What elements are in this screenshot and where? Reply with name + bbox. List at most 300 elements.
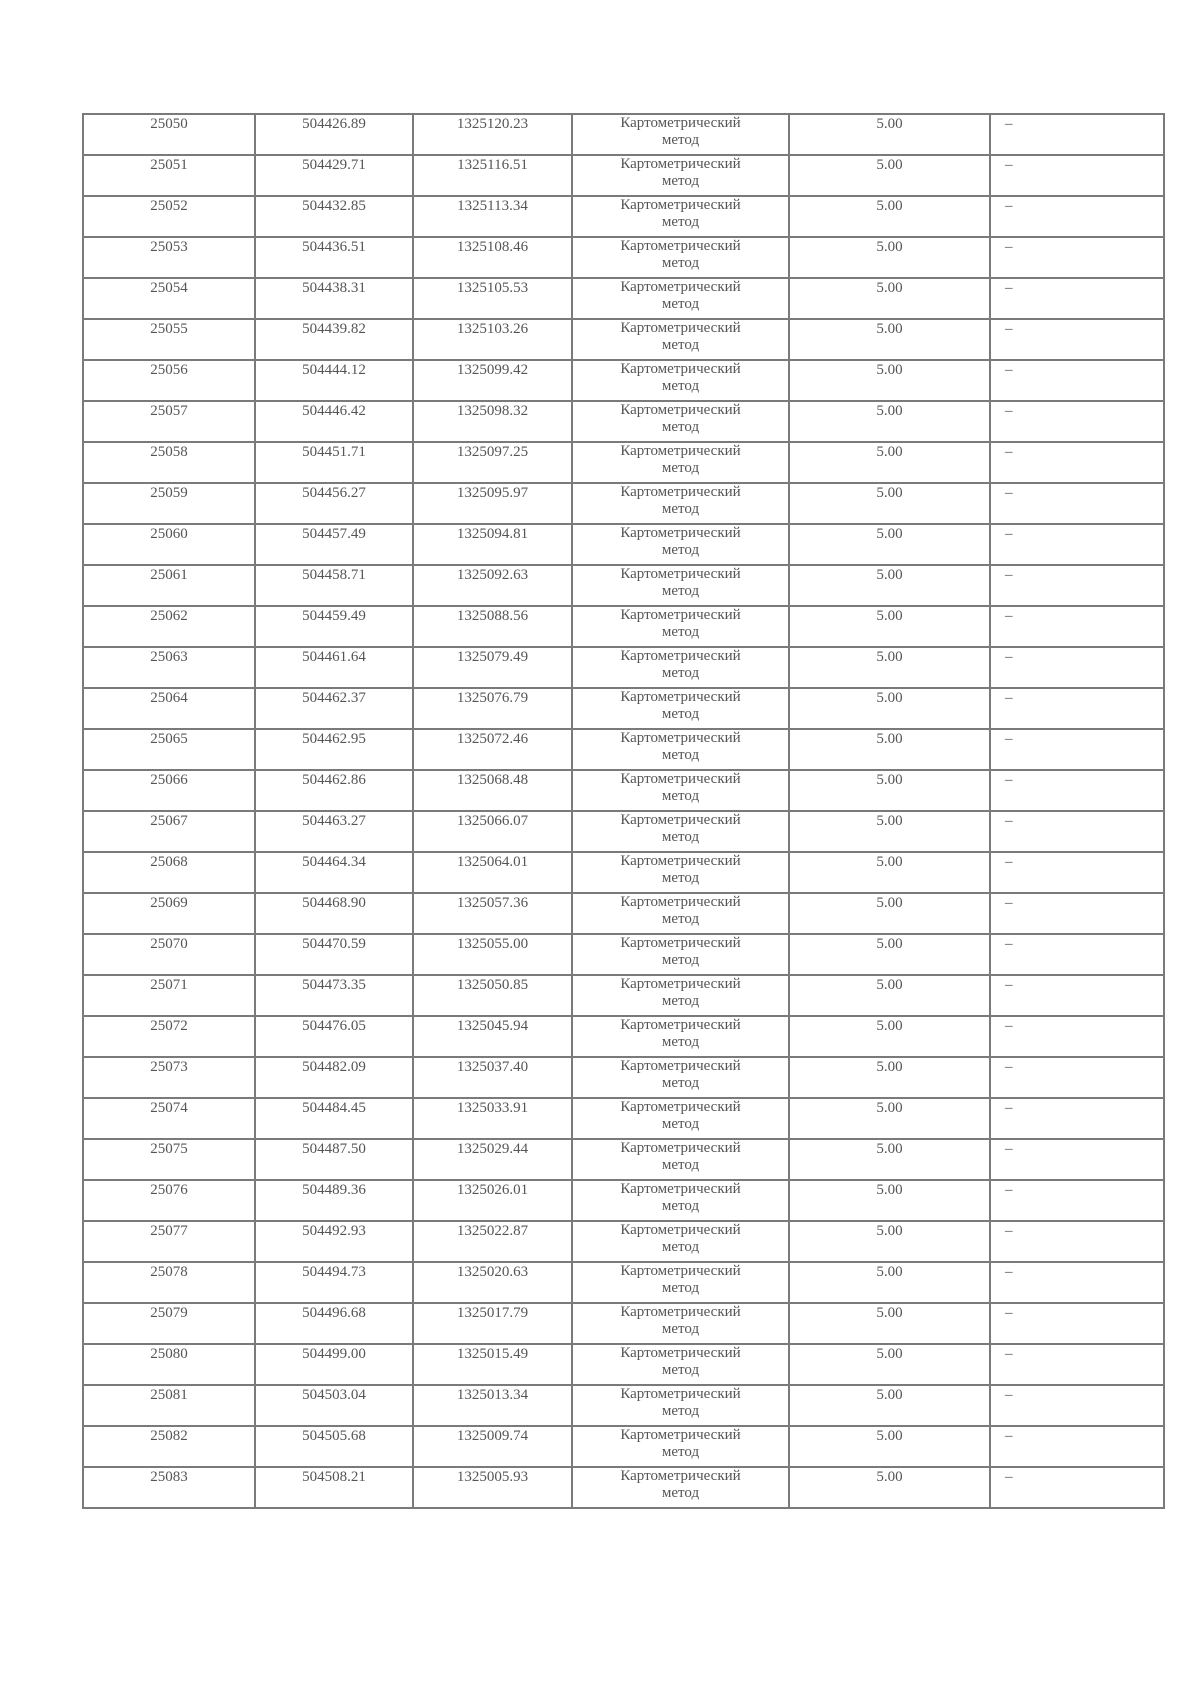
method-cell [572, 442, 789, 483]
coordinate-y-cell: 1325050.85 [413, 975, 572, 1016]
coordinate-y-cell: 1325037.40 [413, 1057, 572, 1098]
note-cell: – [990, 524, 1164, 565]
note-cell: – [990, 688, 1164, 729]
coordinate-y-cell: 1325020.63 [413, 1262, 572, 1303]
method-cell [572, 934, 789, 975]
accuracy-cell: 5.00 [789, 1303, 990, 1344]
point-number-cell: 25069 [83, 893, 255, 934]
accuracy-cell: 5.00 [789, 114, 990, 155]
point-number-cell: 25067 [83, 811, 255, 852]
method-cell [572, 1098, 789, 1139]
coordinate-x-cell: 504496.68 [255, 1303, 413, 1344]
coordinate-y-cell: 1325064.01 [413, 852, 572, 893]
coordinate-x-cell: 504503.04 [255, 1385, 413, 1426]
method-line-2: метод [661, 1280, 700, 1296]
note-cell: – [990, 196, 1164, 237]
method-line-1: Картометрический [620, 648, 741, 664]
method-line-1: Картометрический [620, 1468, 741, 1484]
coordinate-y-cell: 1325057.36 [413, 893, 572, 934]
method-line-2: метод [661, 870, 700, 886]
point-number-cell: 25051 [83, 155, 255, 196]
point-number-cell: 25059 [83, 483, 255, 524]
method-line-1: Картометрический [620, 525, 741, 541]
coordinate-x-cell: 504456.27 [255, 483, 413, 524]
note-cell: – [990, 155, 1164, 196]
table-row [83, 442, 1164, 483]
accuracy-cell: 5.00 [789, 1180, 990, 1221]
method-cell [572, 524, 789, 565]
method-line-1: Картометрический [620, 1099, 741, 1115]
coordinate-y-cell: 1325072.46 [413, 729, 572, 770]
note-cell: – [990, 1016, 1164, 1057]
method-line-1: Картометрический [620, 935, 741, 951]
table-row [83, 1016, 1164, 1057]
table-row [83, 893, 1164, 934]
method-line-2: метод [661, 1157, 700, 1173]
accuracy-cell: 5.00 [789, 1426, 990, 1467]
method-line-1: Картометрический [620, 1058, 741, 1074]
table-row [83, 606, 1164, 647]
table-row [83, 1262, 1164, 1303]
note-cell: – [990, 1344, 1164, 1385]
accuracy-cell: 5.00 [789, 1262, 990, 1303]
accuracy-cell: 5.00 [789, 1467, 990, 1508]
point-number-cell: 25068 [83, 852, 255, 893]
note-cell: – [990, 1426, 1164, 1467]
table-row [83, 114, 1164, 155]
method-cell [572, 688, 789, 729]
table-row [83, 852, 1164, 893]
accuracy-cell: 5.00 [789, 1385, 990, 1426]
coordinate-y-cell: 1325026.01 [413, 1180, 572, 1221]
method-line-2: метод [661, 624, 700, 640]
method-line-1: Картометрический [620, 361, 741, 377]
coordinate-x-cell: 504457.49 [255, 524, 413, 565]
method-line-2: метод [661, 1239, 700, 1255]
method-cell [572, 729, 789, 770]
method-cell [572, 565, 789, 606]
table-row [83, 647, 1164, 688]
method-line-1: Картометрический [620, 689, 741, 705]
point-number-cell: 25058 [83, 442, 255, 483]
method-line-2: метод [661, 296, 700, 312]
coordinate-x-cell: 504468.90 [255, 893, 413, 934]
point-number-cell: 25070 [83, 934, 255, 975]
table-row [83, 811, 1164, 852]
note-cell: – [990, 360, 1164, 401]
point-number-cell: 25054 [83, 278, 255, 319]
table-row [83, 401, 1164, 442]
point-number-cell: 25052 [83, 196, 255, 237]
coordinate-y-cell: 1325029.44 [413, 1139, 572, 1180]
method-line-1: Картометрический [620, 156, 741, 172]
table-row [83, 770, 1164, 811]
method-line-2: метод [661, 911, 700, 927]
method-line-2: метод [661, 952, 700, 968]
coordinate-x-cell: 504444.12 [255, 360, 413, 401]
note-cell: – [990, 975, 1164, 1016]
point-number-cell: 25063 [83, 647, 255, 688]
accuracy-cell: 5.00 [789, 1057, 990, 1098]
coordinate-y-cell: 1325033.91 [413, 1098, 572, 1139]
method-line-2: метод [661, 1321, 700, 1337]
table-row [83, 1221, 1164, 1262]
note-cell: – [990, 1057, 1164, 1098]
method-line-2: метод [661, 1403, 700, 1419]
note-cell: – [990, 483, 1164, 524]
method-line-2: метод [661, 747, 700, 763]
point-number-cell: 25062 [83, 606, 255, 647]
method-line-1: Картометрический [620, 197, 741, 213]
table-row [83, 975, 1164, 1016]
method-line-2: метод [661, 583, 700, 599]
coordinates-table-body [83, 114, 1164, 1508]
method-line-2: метод [661, 214, 700, 230]
method-cell [572, 360, 789, 401]
coordinate-x-cell: 504439.82 [255, 319, 413, 360]
coordinate-x-cell: 504489.36 [255, 1180, 413, 1221]
method-line-2: метод [661, 542, 700, 558]
method-line-1: Картометрический [620, 115, 741, 131]
coordinate-x-cell: 504473.35 [255, 975, 413, 1016]
method-line-1: Картометрический [620, 1017, 741, 1033]
coordinate-y-cell: 1325094.81 [413, 524, 572, 565]
note-cell: – [990, 1262, 1164, 1303]
method-line-1: Картометрический [620, 976, 741, 992]
method-line-1: Картометрический [620, 812, 741, 828]
point-number-cell: 25083 [83, 1467, 255, 1508]
accuracy-cell: 5.00 [789, 770, 990, 811]
table-row [83, 1180, 1164, 1221]
coordinate-y-cell: 1325045.94 [413, 1016, 572, 1057]
coordinate-y-cell: 1325015.49 [413, 1344, 572, 1385]
method-cell [572, 1221, 789, 1262]
method-cell [572, 483, 789, 524]
table-row [83, 237, 1164, 278]
method-line-1: Картометрический [620, 566, 741, 582]
method-line-2: метод [661, 255, 700, 271]
coordinate-x-cell: 504436.51 [255, 237, 413, 278]
method-cell [572, 278, 789, 319]
accuracy-cell: 5.00 [789, 483, 990, 524]
coordinate-x-cell: 504476.05 [255, 1016, 413, 1057]
point-number-cell: 25079 [83, 1303, 255, 1344]
coordinate-x-cell: 504505.68 [255, 1426, 413, 1467]
accuracy-cell: 5.00 [789, 196, 990, 237]
method-cell [572, 1344, 789, 1385]
method-line-2: метод [661, 501, 700, 517]
method-cell [572, 975, 789, 1016]
method-cell [572, 1057, 789, 1098]
coordinate-x-cell: 504461.64 [255, 647, 413, 688]
point-number-cell: 25066 [83, 770, 255, 811]
coordinate-x-cell: 504463.27 [255, 811, 413, 852]
table-row [83, 524, 1164, 565]
accuracy-cell: 5.00 [789, 237, 990, 278]
method-line-2: метод [661, 419, 700, 435]
note-cell: – [990, 1467, 1164, 1508]
point-number-cell: 25077 [83, 1221, 255, 1262]
point-number-cell: 25055 [83, 319, 255, 360]
point-number-cell: 25080 [83, 1344, 255, 1385]
accuracy-cell: 5.00 [789, 1098, 990, 1139]
coordinate-y-cell: 1325116.51 [413, 155, 572, 196]
note-cell: – [990, 114, 1164, 155]
method-cell [572, 1385, 789, 1426]
table-row [83, 1139, 1164, 1180]
coordinate-x-cell: 504426.89 [255, 114, 413, 155]
table-row [83, 565, 1164, 606]
coordinate-y-cell: 1325099.42 [413, 360, 572, 401]
method-line-1: Картометрический [620, 1222, 741, 1238]
method-line-2: метод [661, 788, 700, 804]
method-line-2: метод [661, 829, 700, 845]
method-cell [572, 1467, 789, 1508]
accuracy-cell: 5.00 [789, 155, 990, 196]
method-line-2: метод [661, 1116, 700, 1132]
coordinate-y-cell: 1325076.79 [413, 688, 572, 729]
method-cell [572, 852, 789, 893]
note-cell: – [990, 1385, 1164, 1426]
table-row [83, 1344, 1164, 1385]
table-row [83, 1385, 1164, 1426]
accuracy-cell: 5.00 [789, 319, 990, 360]
method-cell [572, 1139, 789, 1180]
note-cell: – [990, 852, 1164, 893]
coordinate-x-cell: 504484.45 [255, 1098, 413, 1139]
table-row [83, 1098, 1164, 1139]
accuracy-cell: 5.00 [789, 1016, 990, 1057]
coordinate-y-cell: 1325103.26 [413, 319, 572, 360]
accuracy-cell: 5.00 [789, 688, 990, 729]
method-line-2: метод [661, 132, 700, 148]
method-cell [572, 770, 789, 811]
table-row [83, 155, 1164, 196]
point-number-cell: 25078 [83, 1262, 255, 1303]
table-row [83, 196, 1164, 237]
method-cell [572, 811, 789, 852]
point-number-cell: 25073 [83, 1057, 255, 1098]
note-cell: – [990, 1221, 1164, 1262]
method-cell [572, 155, 789, 196]
note-cell: – [990, 934, 1164, 975]
method-cell [572, 237, 789, 278]
method-line-2: метод [661, 1075, 700, 1091]
note-cell: – [990, 893, 1164, 934]
method-line-1: Картометрический [620, 1304, 741, 1320]
table-row [83, 688, 1164, 729]
coordinate-x-cell: 504499.00 [255, 1344, 413, 1385]
method-line-2: метод [661, 1198, 700, 1214]
method-line-2: метод [661, 1444, 700, 1460]
coordinate-x-cell: 504459.49 [255, 606, 413, 647]
accuracy-cell: 5.00 [789, 442, 990, 483]
point-number-cell: 25072 [83, 1016, 255, 1057]
coordinate-x-cell: 504432.85 [255, 196, 413, 237]
note-cell: – [990, 565, 1164, 606]
accuracy-cell: 5.00 [789, 893, 990, 934]
coordinate-y-cell: 1325108.46 [413, 237, 572, 278]
accuracy-cell: 5.00 [789, 975, 990, 1016]
table-row [83, 1467, 1164, 1508]
method-line-2: метод [661, 706, 700, 722]
table-row [83, 1303, 1164, 1344]
coordinate-x-cell: 504482.09 [255, 1057, 413, 1098]
coordinates-table [82, 113, 1165, 1509]
table-row [83, 319, 1164, 360]
accuracy-cell: 5.00 [789, 852, 990, 893]
point-number-cell: 25076 [83, 1180, 255, 1221]
note-cell: – [990, 770, 1164, 811]
accuracy-cell: 5.00 [789, 565, 990, 606]
table-row [83, 729, 1164, 770]
coordinate-y-cell: 1325079.49 [413, 647, 572, 688]
point-number-cell: 25056 [83, 360, 255, 401]
point-number-cell: 25057 [83, 401, 255, 442]
coordinate-y-cell: 1325055.00 [413, 934, 572, 975]
accuracy-cell: 5.00 [789, 1344, 990, 1385]
method-cell [572, 1262, 789, 1303]
accuracy-cell: 5.00 [789, 606, 990, 647]
coordinate-y-cell: 1325017.79 [413, 1303, 572, 1344]
method-line-1: Картометрический [620, 402, 741, 418]
method-line-1: Картометрический [620, 1263, 741, 1279]
coordinate-x-cell: 504492.93 [255, 1221, 413, 1262]
coordinate-y-cell: 1325022.87 [413, 1221, 572, 1262]
accuracy-cell: 5.00 [789, 524, 990, 565]
point-number-cell: 25061 [83, 565, 255, 606]
point-number-cell: 25082 [83, 1426, 255, 1467]
method-line-2: метод [661, 378, 700, 394]
accuracy-cell: 5.00 [789, 647, 990, 688]
table-row [83, 483, 1164, 524]
coordinate-y-cell: 1325105.53 [413, 278, 572, 319]
method-line-1: Картометрический [620, 279, 741, 295]
table-row [83, 360, 1164, 401]
table-row [83, 1426, 1164, 1467]
method-line-1: Картометрический [620, 1386, 741, 1402]
note-cell: – [990, 1139, 1164, 1180]
method-cell [572, 401, 789, 442]
coordinate-x-cell: 504487.50 [255, 1139, 413, 1180]
accuracy-cell: 5.00 [789, 934, 990, 975]
accuracy-cell: 5.00 [789, 360, 990, 401]
point-number-cell: 25075 [83, 1139, 255, 1180]
method-line-1: Картометрический [620, 443, 741, 459]
method-line-1: Картометрический [620, 238, 741, 254]
method-line-1: Картометрический [620, 1345, 741, 1361]
table-row [83, 278, 1164, 319]
accuracy-cell: 5.00 [789, 278, 990, 319]
method-line-1: Картометрический [620, 1427, 741, 1443]
method-cell [572, 893, 789, 934]
note-cell: – [990, 606, 1164, 647]
method-line-2: метод [661, 665, 700, 681]
accuracy-cell: 5.00 [789, 1221, 990, 1262]
coordinate-x-cell: 504429.71 [255, 155, 413, 196]
method-line-2: метод [661, 337, 700, 353]
coordinate-y-cell: 1325120.23 [413, 114, 572, 155]
method-line-2: метод [661, 1485, 700, 1501]
coordinate-x-cell: 504446.42 [255, 401, 413, 442]
coordinate-y-cell: 1325088.56 [413, 606, 572, 647]
method-cell [572, 1426, 789, 1467]
coordinate-x-cell: 504462.37 [255, 688, 413, 729]
method-cell [572, 1180, 789, 1221]
coordinate-y-cell: 1325092.63 [413, 565, 572, 606]
note-cell: – [990, 1098, 1164, 1139]
note-cell: – [990, 647, 1164, 688]
coordinate-x-cell: 504462.86 [255, 770, 413, 811]
coordinate-y-cell: 1325095.97 [413, 483, 572, 524]
coordinate-y-cell: 1325066.07 [413, 811, 572, 852]
note-cell: – [990, 401, 1164, 442]
method-line-2: метод [661, 993, 700, 1009]
method-line-1: Картометрический [620, 730, 741, 746]
method-line-1: Картометрический [620, 320, 741, 336]
coordinate-y-cell: 1325098.32 [413, 401, 572, 442]
method-line-1: Картометрический [620, 771, 741, 787]
note-cell: – [990, 729, 1164, 770]
coordinate-y-cell: 1325013.34 [413, 1385, 572, 1426]
method-cell [572, 196, 789, 237]
method-line-1: Картометрический [620, 607, 741, 623]
coordinate-x-cell: 504470.59 [255, 934, 413, 975]
coordinate-y-cell: 1325113.34 [413, 196, 572, 237]
method-cell [572, 1016, 789, 1057]
note-cell: – [990, 442, 1164, 483]
coordinate-x-cell: 504458.71 [255, 565, 413, 606]
method-line-2: метод [661, 1362, 700, 1378]
point-number-cell: 25081 [83, 1385, 255, 1426]
accuracy-cell: 5.00 [789, 401, 990, 442]
table-row [83, 1057, 1164, 1098]
coordinate-x-cell: 504451.71 [255, 442, 413, 483]
accuracy-cell: 5.00 [789, 1139, 990, 1180]
coordinate-y-cell: 1325005.93 [413, 1467, 572, 1508]
note-cell: – [990, 1180, 1164, 1221]
point-number-cell: 25074 [83, 1098, 255, 1139]
point-number-cell: 25071 [83, 975, 255, 1016]
coordinate-x-cell: 504494.73 [255, 1262, 413, 1303]
method-cell [572, 647, 789, 688]
method-line-1: Картометрический [620, 1140, 741, 1156]
method-line-1: Картометрический [620, 853, 741, 869]
note-cell: – [990, 278, 1164, 319]
coordinate-x-cell: 504508.21 [255, 1467, 413, 1508]
table-row [83, 934, 1164, 975]
accuracy-cell: 5.00 [789, 729, 990, 770]
coordinate-x-cell: 504438.31 [255, 278, 413, 319]
coordinate-y-cell: 1325068.48 [413, 770, 572, 811]
method-line-2: метод [661, 173, 700, 189]
method-cell [572, 1303, 789, 1344]
note-cell: – [990, 1303, 1164, 1344]
note-cell: – [990, 319, 1164, 360]
point-number-cell: 25053 [83, 237, 255, 278]
method-cell [572, 606, 789, 647]
method-cell [572, 319, 789, 360]
coordinate-y-cell: 1325009.74 [413, 1426, 572, 1467]
note-cell: – [990, 237, 1164, 278]
coordinate-y-cell: 1325097.25 [413, 442, 572, 483]
method-cell [572, 114, 789, 155]
point-number-cell: 25065 [83, 729, 255, 770]
point-number-cell: 25064 [83, 688, 255, 729]
method-line-2: метод [661, 1034, 700, 1050]
point-number-cell: 25060 [83, 524, 255, 565]
point-number-cell: 25050 [83, 114, 255, 155]
